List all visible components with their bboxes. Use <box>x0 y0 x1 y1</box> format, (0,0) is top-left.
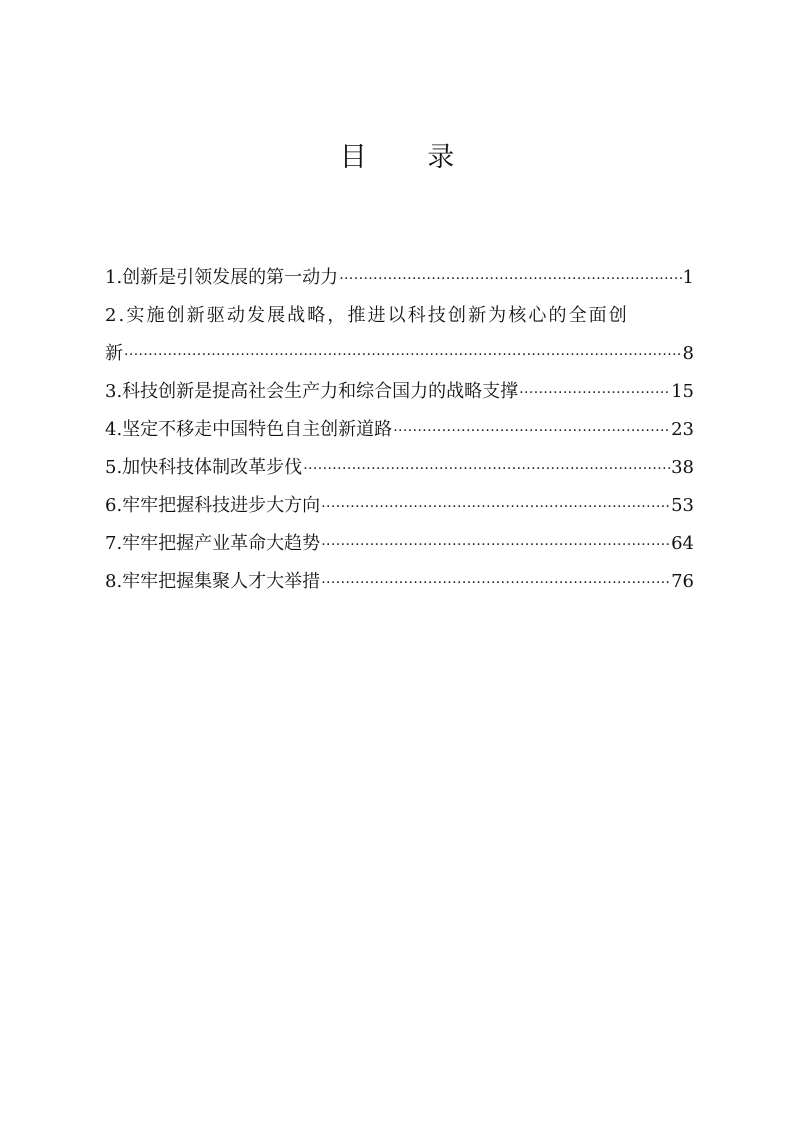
toc-row <box>105 563 694 601</box>
toc-page-number: 64 <box>671 533 694 554</box>
toc-entry-text: 6.牢牢把握科技进步大方向 <box>105 495 321 516</box>
toc-entry-4[interactable] <box>105 411 694 449</box>
toc-row <box>105 487 694 525</box>
toc-dot-leader <box>303 450 670 488</box>
toc-row <box>105 449 694 487</box>
toc-entry-text: 4.坚定不移走中国特色自主创新道路 <box>105 419 393 440</box>
toc-entry-text: 5.加快科技体制改革步伐 <box>105 457 303 478</box>
toc-page-number: 15 <box>671 381 694 402</box>
toc-entry-8[interactable] <box>105 563 694 601</box>
toc-entry-text: 3.科技创新是提高社会生产力和综合国力的战略支撑 <box>105 381 519 402</box>
toc-entry-3[interactable] <box>105 373 694 411</box>
toc-row <box>105 525 694 563</box>
toc-row <box>105 411 694 449</box>
toc-dot-leader <box>393 412 670 450</box>
toc-dot-leader <box>339 260 681 298</box>
toc-entry-5[interactable] <box>105 449 694 487</box>
toc-row <box>105 335 694 373</box>
toc-row <box>105 259 694 297</box>
toc-entry-text: 1.创新是引领发展的第一动力 <box>105 267 339 288</box>
toc-page-number: 23 <box>671 419 694 440</box>
toc-entry-text-continued: 新 <box>105 343 123 364</box>
toc-page-number: 8 <box>682 343 694 364</box>
toc-entry-text: 7.牢牢把握产业革命大趋势 <box>105 533 321 554</box>
toc-entry-text: 2.实施创新驱动发展战略，推进以科技创新为核心的全面创 <box>105 305 629 326</box>
toc-entry-2[interactable] <box>105 297 694 373</box>
toc-dot-leader <box>321 564 670 602</box>
toc-page-number: 76 <box>671 571 694 592</box>
toc-dot-leader <box>321 488 670 526</box>
toc-list <box>105 259 694 601</box>
toc-entry-1[interactable] <box>105 259 694 297</box>
toc-dot-leader <box>519 374 670 412</box>
toc-row <box>105 373 694 411</box>
toc-page-number: 53 <box>671 495 694 516</box>
toc-entry-text: 8.牢牢把握集聚人才大举措 <box>105 571 321 592</box>
toc-page-number: 1 <box>682 267 694 288</box>
toc-dot-leader <box>321 526 670 564</box>
toc-entry-6[interactable] <box>105 487 694 525</box>
toc-title: 目 录 <box>339 142 481 173</box>
toc-entry-7[interactable] <box>105 525 694 563</box>
toc-dot-leader <box>124 336 682 374</box>
toc-page-number: 38 <box>671 457 694 478</box>
